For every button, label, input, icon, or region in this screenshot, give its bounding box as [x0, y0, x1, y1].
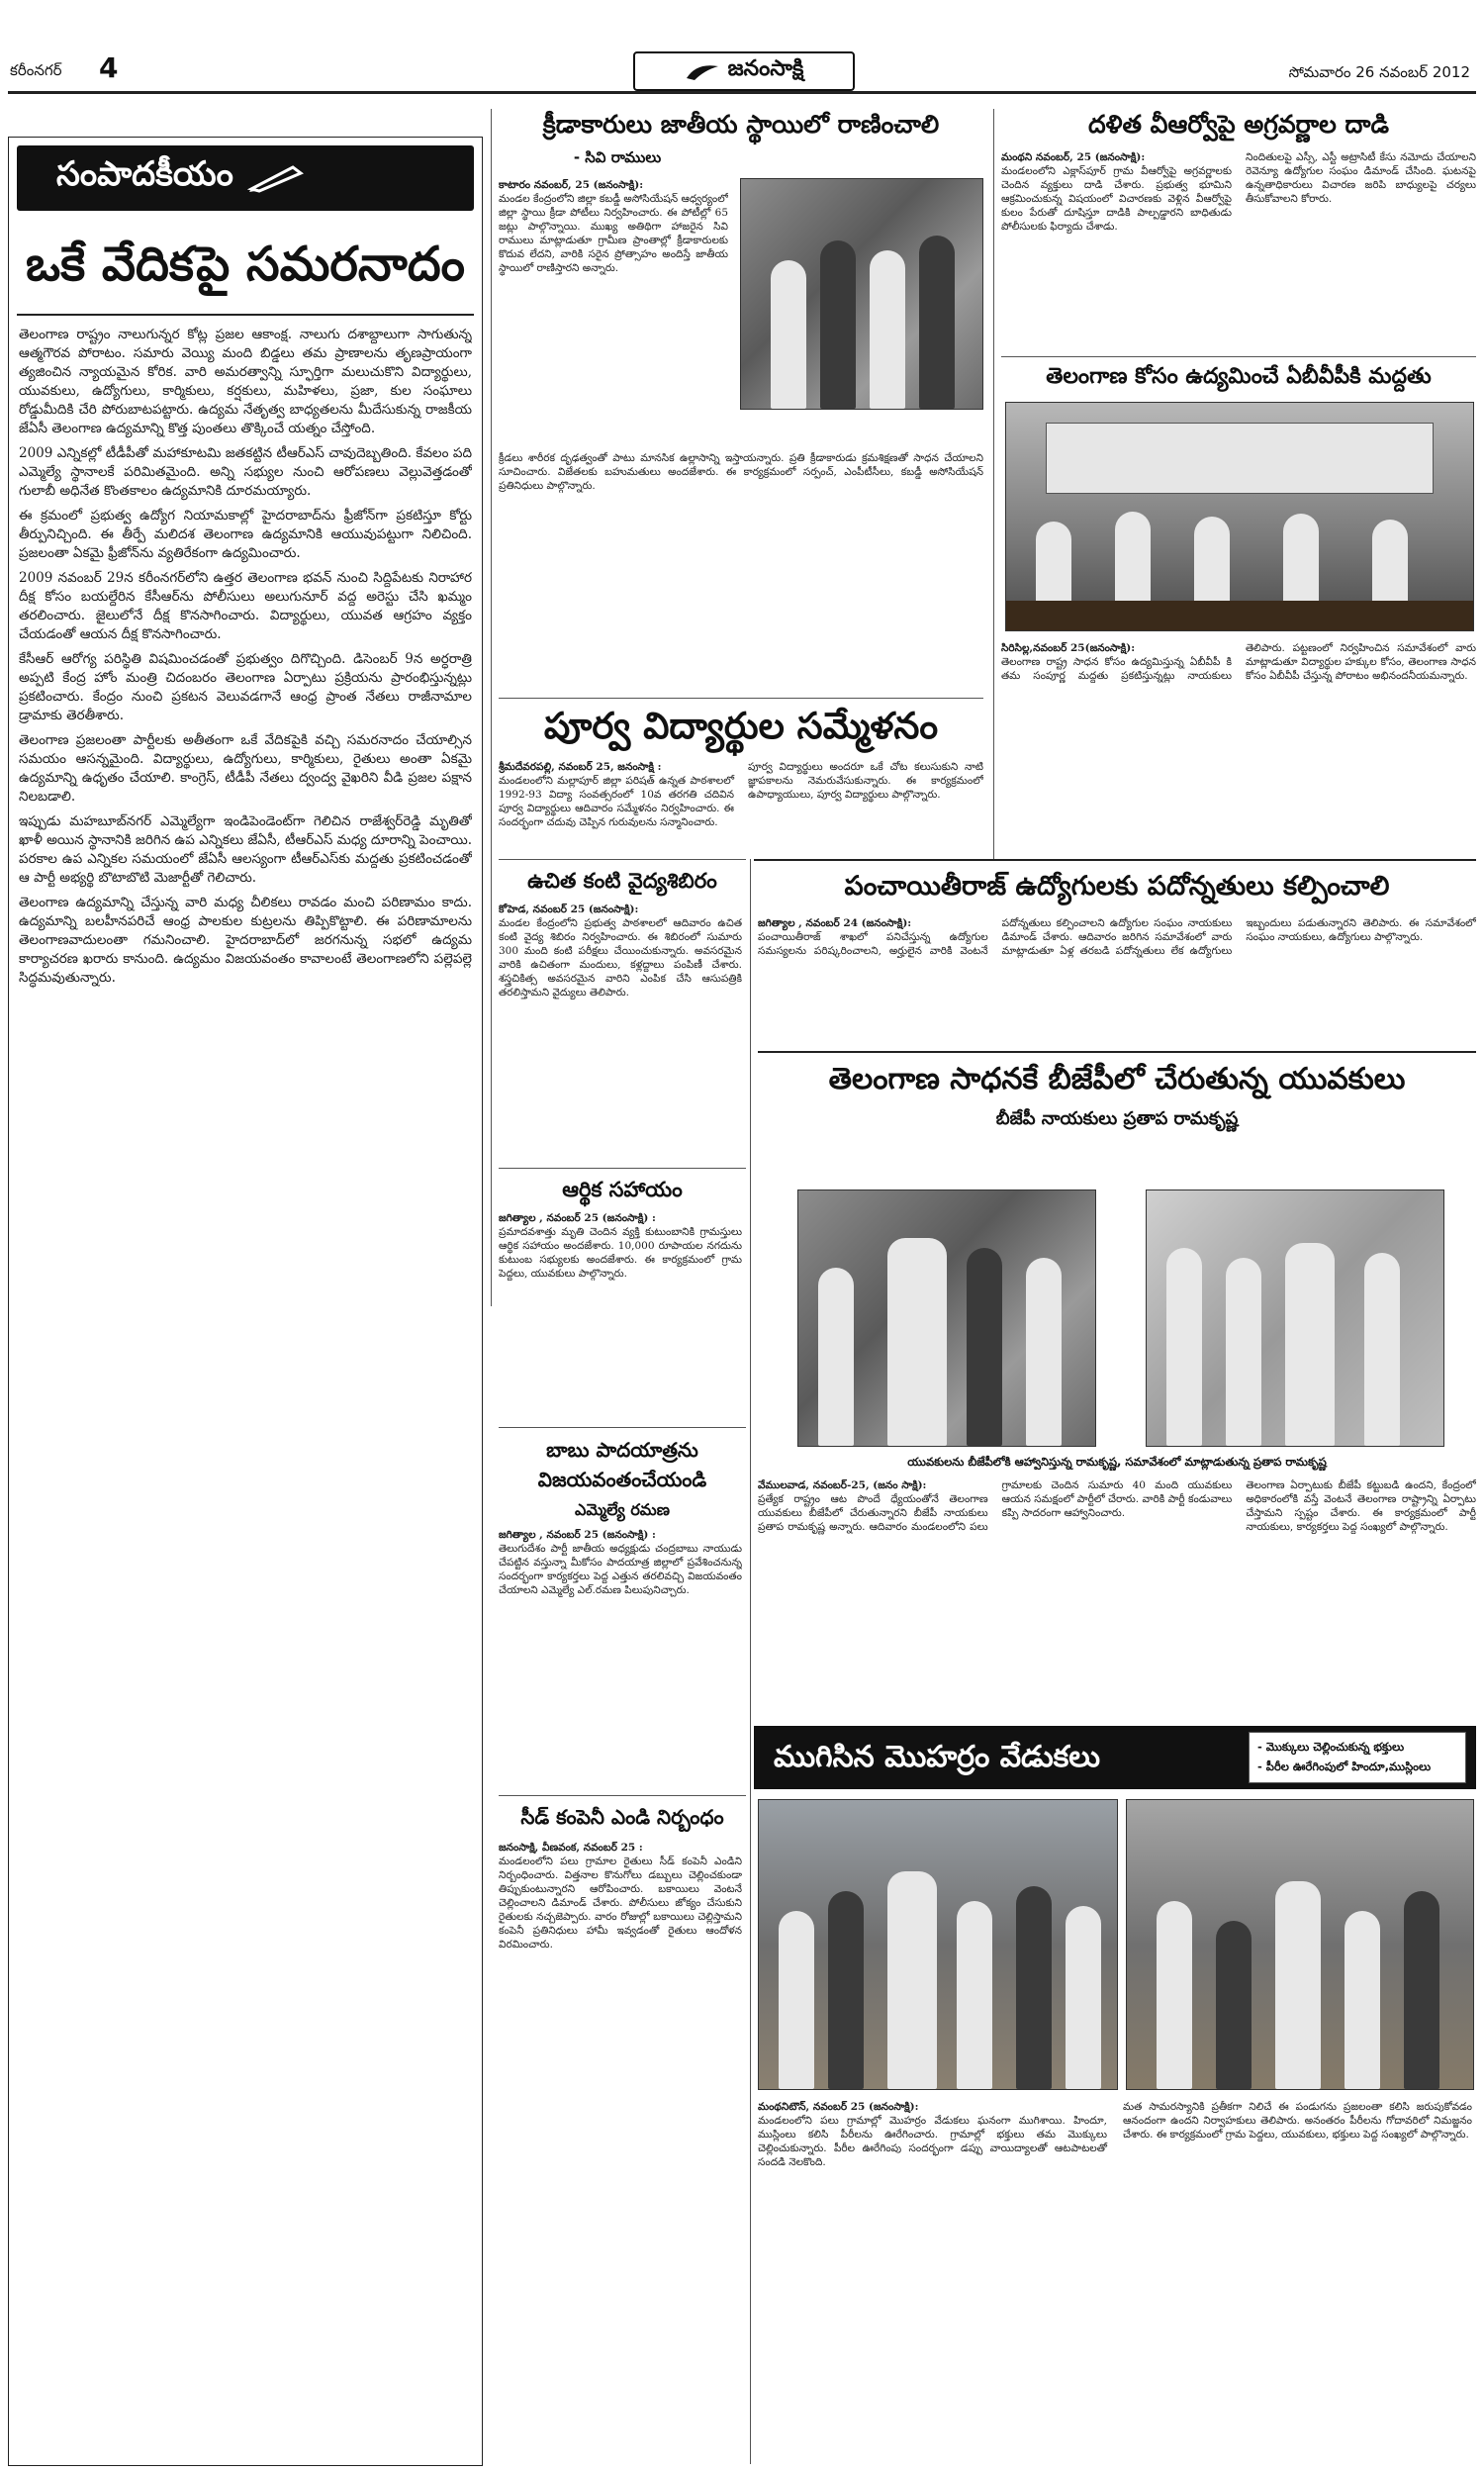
editorial-banner — [17, 145, 474, 211]
eye-camp-headline: ఉచిత కంటి వైద్యశిబిరం — [527, 869, 717, 893]
sports-body-left — [499, 178, 728, 445]
eye-camp-article — [499, 867, 746, 1164]
bjp-headline: తెలంగాణ సాధనకే బీజేపీలో చేరుతున్న యువకులు — [828, 1062, 1406, 1096]
aid-article — [499, 1176, 746, 1423]
editorial-paragraph: తెలంగాణ ఉద్యమాన్ని చేస్తున్న వారి మధ్య చీలికలు రావడం మంచి పరిణామం కాదు. ఉద్యమాన్ని బలహీనపరిచే ఆంధ్ర పాలకుల కుట్రలను తిప్పికొట్టాలి. ఈ పరిణామాలను తెలంగాణవాదులంతా గమనించాలి. హైదరాబాద్‌లో జరగనున్న సభలో ఉద్యమ కార్యాచరణ ఖరారు కానుంది. ఉద్యమం విజయవంతం కావాలంటే తెలంగాణలోని పల్లెపల్లె సిద్ధమవుతున్నారు. — [19, 895, 472, 986]
editorial-paragraph: ఈ క్రమంలో ప్రభుత్వ ఉద్యోగ నియామకాల్లో హైదరాబాద్‌ను ఫ్రీజోన్‌గా ప్రకటిస్తూ కోర్టు తీర్పునిచ్చింది. ఈ తీర్పే మలిదశ తెలంగాణ ఉద్యమానికి ఆయువుపట్టుగా నిలిచింది. ప్రజలంతా ఏకమై ఫ్రీజోన్‌ను వ్యతిరేకంగా ఉద్యమించారు. — [19, 508, 472, 561]
bjp-photo-2 — [1146, 1189, 1444, 1447]
pen-logo-icon — [685, 60, 720, 82]
alumni-article — [499, 705, 983, 853]
editorial-paragraph: ఇప్పుడు మహబూబ్‌నగర్ ఎమ్మెల్యేగా ఇండిపెండెంట్‌గా గెలిచిన రాజేశ్వర్‌రెడ్డి మృతితో ఖాళీ అయిన స్థానానికి జరిగిన ఉప ఎన్నికలు జేఏసీ, టీఆర్ఎస్ మధ్య దూరాన్ని పెంచాయి. పరకాల ఉప ఎన్నికల సమయంలో జేఏసీ ఆలస్యంగా టీఆర్ఎస్‌కు మద్దతు ప్రకటించడంతో ఆ పార్టీ అభ్యర్థి బొటాబొటి మెజార్టీతో గెలిచారు. — [19, 813, 472, 886]
seed-article — [499, 1803, 746, 2464]
babu-subhead: ఎమ్మెల్యే రమణ — [575, 1500, 670, 1519]
aid-paragraph: ప్రమాదవశాత్తు మృతి చెందిన వ్యక్తి కుటుంబానికి గ్రామస్తులు ఆర్థిక సహాయం అందజేశారు. 10,000 రూపాయల నగదును కుటుంబ సభ్యులకు అందజేశారు. ఈ కార్యక్రమంలో గ్రామ పెద్దలు, యువకులు పాల్గొన్నారు. — [499, 1226, 742, 1280]
muharram-banner — [754, 1726, 1476, 1789]
panchayat-headline: పంచాయితీరాజ్ ఉద్యోగులకు పదోన్నతులు కల్పించాలి — [844, 871, 1390, 902]
dalit-paragraph: నిందితులపై ఎస్సీ, ఎస్టీ అట్రాసిటీ కేసు నమోదు చేయాలని రెవెన్యూ ఉద్యోగుల సంఘం డిమాండ్ చేసింది. ఘటనపై ఉన్నతాధికారులు విచారణ జరిపి బాధ్యులపై చర్యలు తీసుకోవాలని కోరారు. — [1246, 151, 1476, 205]
dalit-dateline: మంథని నవంబర్, 25 (జనంసాక్షి): — [1001, 151, 1146, 163]
sports-article — [499, 109, 983, 693]
eye-camp-paragraph: మండల కేంద్రంలోని ప్రభుత్వ పాఠశాలలో ఆదివారం ఉచిత కంటి వైద్య శిబిరం నిర్వహించారు. ఈ శిబిరంలో సుమారు 300 మంది కంటి పరీక్షలు చేయించుకున్నారు. అవసరమైన వారికి ఉచితంగా మందులు, కళ్లద్దాలు పంపిణీ చేశారు. శస్త్రచికిత్స అవసరమైన వారిని ఎంపిక చేసి ఆసుపత్రికి తరలిస్తామని వైద్యులు తెలిపారు. — [499, 917, 742, 999]
panchayat-article — [758, 867, 1476, 1045]
aid-dateline: జగిత్యాల , నవంబర్ 25 (జనంసాక్షి) : — [499, 1212, 656, 1224]
bjp-paragraph: తెలంగాణ ఏర్పాటుకు బీజేపీ కట్టుబడి ఉందని, కేంద్రంలో అధికారంలోకి వస్తే వెంటనే తెలంగాణ రాష్ట్రాన్ని ఏర్పాటు చేస్తామని స్పష్టం చేశారు. ఈ కార్యక్రమంలో పార్టీ నాయకులు, కార్యకర్తలు పెద్ద సంఖ్యలో పాల్గొన్నారు. — [1246, 1479, 1476, 1533]
editorial-headline: ఒకే వేదికపై సమరనాదం — [26, 237, 465, 292]
muharram-dateline: మంథనిటౌన్, నవంబర్ 25 (జనంసాక్షి): — [758, 2101, 919, 2113]
muharram-caption-line: - మొక్కులు చెల్లించుకున్న భక్తులు — [1257, 1740, 1405, 1754]
bjp-subhead: బీజేపీ నాయకులు ప్రతాప రామకృష్ణ — [995, 1108, 1239, 1129]
aid-body — [499, 1211, 742, 1419]
muharram-caption-line: - పీరీల ఊరేగింపులో హిందూ,ముస్లింలు — [1257, 1760, 1432, 1773]
alumni-paragraph: మండలంలోని మల్లాపూర్ జిల్లా పరిషత్ ఉన్నత పాఠశాలలో 1992-93 విద్యా సంవత్సరంలో 10వ తరగతి చదివిన పూర్వ విద్యార్థులు ఆదివారం సమ్మేళనం నిర్వహించారు. ఈ సందర్భంగా చదువు చెప్పిన గురువులను సన్మానించారు. — [499, 775, 734, 828]
abvp-paragraph: తెలంగాణ రాష్ట్ర సాధన కోసం ఉద్యమిస్తున్న ఏబీవీపీ కి తమ సంపూర్ణ మద్దతు ప్రకటిస్తున్నట్లు నాయకులు తెలిపారు. పట్టణంలో నిర్వహించిన సమావేశంలో వారు మాట్లాడుతూ విద్యార్థుల హక్కుల కోసం, తెలంగాణ సాధన కోసం ఏబీవీపీ చేస్తున్న పోరాటం అభినందనీయమన్నారు. — [1001, 642, 1476, 682]
abvp-article — [1001, 362, 1476, 857]
bjp-caption: యువకులను బీజేపీలోకి ఆహ్వానిస్తున్న రామకృష్ణ, సమావేశంలో మాట్లాడుతున్న ప్రతాప రామకృష్ణ — [907, 1455, 1327, 1469]
seed-headline: సీడ్ కంపెనీ ఎండి నిర్బంధం — [520, 1805, 724, 1829]
muharram-body — [758, 2100, 1472, 2456]
eye-camp-dateline: కోహెడ, నవంబర్ 25 (జనంసాక్షి): — [499, 904, 639, 915]
bjp-photo-1 — [797, 1189, 1096, 1447]
muharram-paragraph: మండలంలోని పలు గ్రామాల్లో మొహర్రం వేడుకలు ఘనంగా ముగిశాయి. హిందూ, ముస్లింలు కలిసి పీరీలను ఊరేగించారు. గ్రామాల్లో భక్తులు తమ మొక్కులు చెల్లించుకున్నారు. పీరీల ఊరేగింపు సందర్భంగా డప్పు వాయిద్యాలతో ఆటపాటలతో సందడి నెలకొంది. — [758, 2115, 1107, 2168]
editorial-body — [19, 326, 472, 2453]
alumni-dateline: శ్రీమదేవరపల్లి, నవంబర్ 25, జనంసాక్షి : — [499, 761, 662, 773]
editorial-column — [8, 137, 483, 2466]
babu-dateline: జగిత్యాల , నవంబర్ 25 (జనంసాక్షి) : — [499, 1529, 656, 1541]
babu-body — [499, 1528, 742, 1787]
seed-paragraph: మండలంలోని పలు గ్రామాల రైతులు సీడ్ కంపెనీ ఎండిని నిర్బంధించారు. విత్తనాల కొనుగోలు డబ్బులు చెల్లించకుండా తిప్పుకుంటున్నారని ఆరోపించారు. బకాయిలు వెంటనే చెల్లించాలని డిమాండ్ చేశారు. పోలీసులు జోక్యం చేసుకుని రైతులకు నచ్చజెప్పారు. వారం రోజుల్లో బకాయిలు చెల్లిస్తామని కంపెనీ ప్రతినిధులు హామీ ఇవ్వడంతో రైతులు ఆందోళన విరమించారు. — [499, 1856, 742, 1951]
editorial-paragraph: 2009 నవంబర్ 29న కరీంనగర్‌లోని ఉత్తర తెలంగాణ భవన్ నుంచి సిద్దిపేటకు నిరాహార దీక్ష కోసం బయల్దేరిన కేసీఆర్‌ను పోలీసులు అలుగునూర్ వద్ద అరెస్టు చేసి ఖమ్మం తరలించారు. జైలులోనే దీక్ష కొనసాగించారు. విద్యార్థులు, యువత ఆగ్రహం వ్యక్తం చేయడంతో ఆయన దీక్ష కొనసాగించారు. — [19, 570, 472, 642]
sports-photo — [740, 178, 983, 410]
abvp-headline: తెలంగాణ కోసం ఉద్యమించే ఏబీవీపీకి మద్దతు — [1046, 364, 1432, 389]
dalit-article — [1001, 109, 1476, 351]
editorial-paragraph: తెలంగాణ రాష్ట్రం నాలుగున్నర కోట్ల ప్రజల ఆకాంక్ష. నాలుగు దశాబ్దాలుగా సాగుతున్న ఆత్మగౌరవ పోరాటం. సమారు వెయ్యి మంది బిడ్డలు తమ ప్రాణాలను తృణప్రాయంగా త్యజించిన న్యాయమైన కోరిక. వారి అమరత్వాన్ని స్ఫూర్తిగా మలుచుకొని విద్యార్థులు, యువకులు, ఉద్యోగులు, కార్మికులు, కర్షకులు, మహిళలు, ప్రజా, కుల సంఘాలు రోడ్డుమీదికి చేరి పోరుబాటపట్టారు. ఉద్యమ నేతృత్వ బాధ్యతలను మీదేసుకున్న రాజకీయ జేఏసీ తెలంగాణ ఉద్యమాన్ని కొత్త పుంతలు తొక్కించే యత్నం చేస్తోంది. — [19, 327, 472, 436]
bjp-article — [758, 1059, 1476, 1712]
sports-headline: క్రీడాకారులు జాతీయ స్థాయిలో రాణించాలి — [542, 110, 940, 139]
eye-camp-body — [499, 903, 742, 1160]
babu-paragraph: తెలుగుదేశం పార్టీ జాతీయ అధ్యక్షుడు చంద్రబాబు నాయుడు చేపట్టిన వస్తున్నా మీకోసం పాదయాత్ర జిల్లాలో ప్రవేశించనున్న సందర్భంగా కార్యకర్తలు పెద్ద ఎత్తున తరలివచ్చి విజయవంతం చేయాలని ఎమ్మెల్యే ఎల్.రమణ పిలుపునిచ్చారు. — [499, 1543, 742, 1596]
sports-paragraph: మండల కేంద్రంలోని జిల్లా కబడ్డీ అసోసియేషన్ ఆధ్వర్యంలో జిల్లా స్థాయి క్రీడా పోటీలు నిర్వహించారు. ఈ పోటీల్లో 65 జట్లు పాల్గొన్నాయి. ముఖ్య అతిథిగా హాజరైన సివి రాములు మాట్లాడుతూ గ్రామీణ ప్రాంతాల్లో క్రీడాకారులకు కొదువ లేదని, వారికి సరైన ప్రోత్సాహం అందిస్తే జాతీయ స్థాయిలో రాణిస్తారని అన్నారు. — [499, 193, 728, 274]
seed-body — [499, 1841, 742, 2454]
bjp-paragraph: ప్రత్యేక రాష్ట్రం ఆట పొందే ధ్యేయంతోనే తెలంగాణ యువకులు బీజేపీలో చేరుతున్నారని బీజేపీ నాయకులు ప్రతాప రామకృష్ణ అన్నారు. ఆదివారం మండలంలోని పలు గ్రామాలకు చెందిన సుమారు 40 మంది యువకులు ఆయన సమక్షంలో పార్టీలో చేరారు. వారికి పార్టీ కండువాలు కప్పి సాదరంగా ఆహ్వానించారు. — [758, 1479, 1233, 1533]
page-number: 4 — [99, 51, 119, 84]
muharram-photo-2 — [1126, 1799, 1474, 2090]
dalit-paragraph: మండలంలోని ఎక్లాస్‌పూర్ గ్రామ వీఆర్వోపై అగ్రవర్ణాలకు చెందిన వ్యక్తులు దాడి చేశారు. ప్రభుత్వ భూమిని ఆక్రమించుకున్న విషయంలో విచారణకు వెళ్లిన వీఆర్వోపై కులం పేరుతో దూషిస్తూ దాడికి పాల్పడ్డారని బాధితుడు పోలీసులకు ఫిర్యాదు చేశాడు. — [1001, 165, 1232, 233]
muharram-caption-box — [1249, 1732, 1466, 1783]
abvp-photo — [1005, 402, 1474, 631]
panchayat-paragraph: పంచాయితీరాజ్ శాఖలో పనిచేస్తున్న ఉద్యోగుల సమస్యలను పరిష్కరించాలని, అర్హులైన వారికి వెంటనే పదోన్నతులు కల్పించాలని ఉద్యోగుల సంఘం నాయకులు డిమాండ్ చేశారు. ఆదివారం జరిగిన సమావేశంలో వారు మాట్లాడుతూ ఏళ్ల తరబడి పదోన్నతులు లేక ఉద్యోగులు ఇబ్బందులు పడుతున్నారని తెలిపారు. ఈ సమావేశంలో సంఘం నాయకులు, ఉద్యోగులు పాల్గొన్నారు. — [758, 917, 1476, 957]
muharram-paragraph: మత సామరస్యానికి ప్రతీకగా నిలిచే ఈ పండుగను ప్రజలంతా కలిసి జరుపుకోవడం ఆనందంగా ఉందని నిర్వాహకులు తెలిపారు. అనంతరం పీరీలను గోదావరిలో నిమజ్జనం చేశారు. ఈ కార్యక్రమంలో గ్రామ పెద్దలు, యువకులు, భక్తులు పెద్ద సంఖ్యలో పాల్గొన్నారు. — [1123, 2101, 1472, 2141]
dalit-headline: దళిత వీఆర్వోపై అగ్రవర్ణాల దాడి — [1087, 110, 1390, 139]
edition-label: కరీంనగర్ — [10, 61, 62, 79]
aid-headline: ఆర్థిక సహాయం — [562, 1178, 683, 1201]
seed-dateline: జనంసాక్షి, వీణవంక, నవంబర్ 25 : — [499, 1842, 643, 1854]
alumni-paragraph: పూర్వ విద్యార్థులు అందరూ ఒకే చోట కలుసుకుని నాటి జ్ఞాపకాలను నెమరువేసుకున్నారు. ఈ కార్యక్రమంలో ఉపాధ్యాయులు, పూర్వ విద్యార్థులు పాల్గొన్నారు. — [748, 761, 983, 801]
issue-date: సోమవారం 26 నవంబర్ 2012 — [1288, 63, 1470, 81]
sports-paragraph: క్రీడలు శారీరక దృఢత్వంతో పాటు మానసిక ఉల్లాసాన్ని ఇస్తాయన్నారు. ప్రతి క్రీడాకారుడు క్రమశిక్షణతో సాధన చేయాలని సూచించారు. విజేతలకు బహుమతులు అందజేశారు. ఈ కార్యక్రమంలో సర్పంచ్, ఎంపీటీసీలు, కబడ్డీ అసోసియేషన్ ప్రతినిధులు పాల్గొన్నారు. — [499, 452, 983, 492]
editorial-paragraph: 2009 ఎన్నికల్లో టీడీపీతో మహాకూటమి జతకట్టిన టీఆర్ఎస్ చావుదెబ్బతింది. కేవలం పది ఎమ్మెల్యే స్థానాలకే పరిమితమైంది. అన్ని సభ్యుల నుంచి ఆరోపణలు వెల్లువెత్తడంతో గులాబీ అధినేత కొంతకాలం ఉద్యమానికి దూరమయ్యారు. — [19, 445, 472, 499]
babu-headline: బాబు పాదయాత్రను విజయవంతంచేయండి — [537, 1438, 707, 1491]
editorial-section-label: సంపాదకీయం — [56, 154, 233, 194]
sports-body-bottom — [499, 451, 983, 679]
abvp-dateline: సిరిసిల్ల,నవంబర్ 25(జనంసాక్షి): — [1001, 642, 1136, 654]
sports-subhead: - సివి రాములు — [573, 148, 662, 166]
bjp-body — [758, 1478, 1476, 1706]
editorial-paragraph: తెలంగాణ ప్రజలంతా పార్టీలకు అతీతంగా ఒకే వేదికపైకి వచ్చి సమరనాదం చేయాల్సిన సమయం ఆసన్నమైంది. విద్యార్థులు, ఉద్యోగులు, కార్మికులు, రైతులు అంతా ఏకమై ఉద్యమాన్ని ఉధృతం చేయాలి. కాంగ్రెస్, టీడీపీ నేతలు ద్వంద్వ వైఖరిని వీడి ప్రజల పక్షాన నిలబడాలి. — [19, 732, 472, 805]
panchayat-dateline: జగిత్యాల , నవంబర్ 24 (జనంసాక్షి): — [758, 917, 912, 929]
pen-icon — [247, 163, 307, 193]
editorial-paragraph: కేసీఆర్ ఆరోగ్య పరిస్థితి విషమించడంతో ప్రభుత్వం దిగొచ్చింది. డిసెంబర్ 9న అర్ధరాత్రి అప్పటి కేంద్ర హోం మంత్రి చిదంబరం తెలంగాణ ఏర్పాటు ప్రక్రియను ప్రారంభిస్తున్నట్లు ప్రకటించారు. కేంద్రం నుంచి ప్రకటన వెలువడగానే ఆంధ్ర ప్రాంత నేతలు రాజీనామాల డ్రామాకు తెరతీశారు. — [19, 651, 472, 723]
paper-logo — [633, 51, 855, 91]
alumni-headline: పూర్వ విద్యార్థుల సమ్మేళనం — [543, 705, 939, 747]
paper-name: జనంసాక్షి — [727, 56, 804, 81]
muharram-headline: ముగిసిన మొహర్రం వేడుకలు — [774, 1740, 1100, 1774]
sports-dateline: కాటారం నవంబర్, 25 (జనంసాక్షి): — [499, 179, 644, 191]
bjp-dateline: వేములవాడ, నవంబర్-25, (జనం సాక్షి): — [758, 1479, 927, 1491]
muharram-article — [754, 1726, 1476, 2464]
babu-article — [499, 1435, 746, 1791]
panchayat-body — [758, 916, 1476, 1039]
abvp-body — [1001, 641, 1476, 849]
dalit-body — [1001, 150, 1476, 348]
alumni-body — [499, 760, 983, 851]
masthead — [0, 0, 1484, 99]
muharram-photo-1 — [758, 1799, 1118, 2090]
